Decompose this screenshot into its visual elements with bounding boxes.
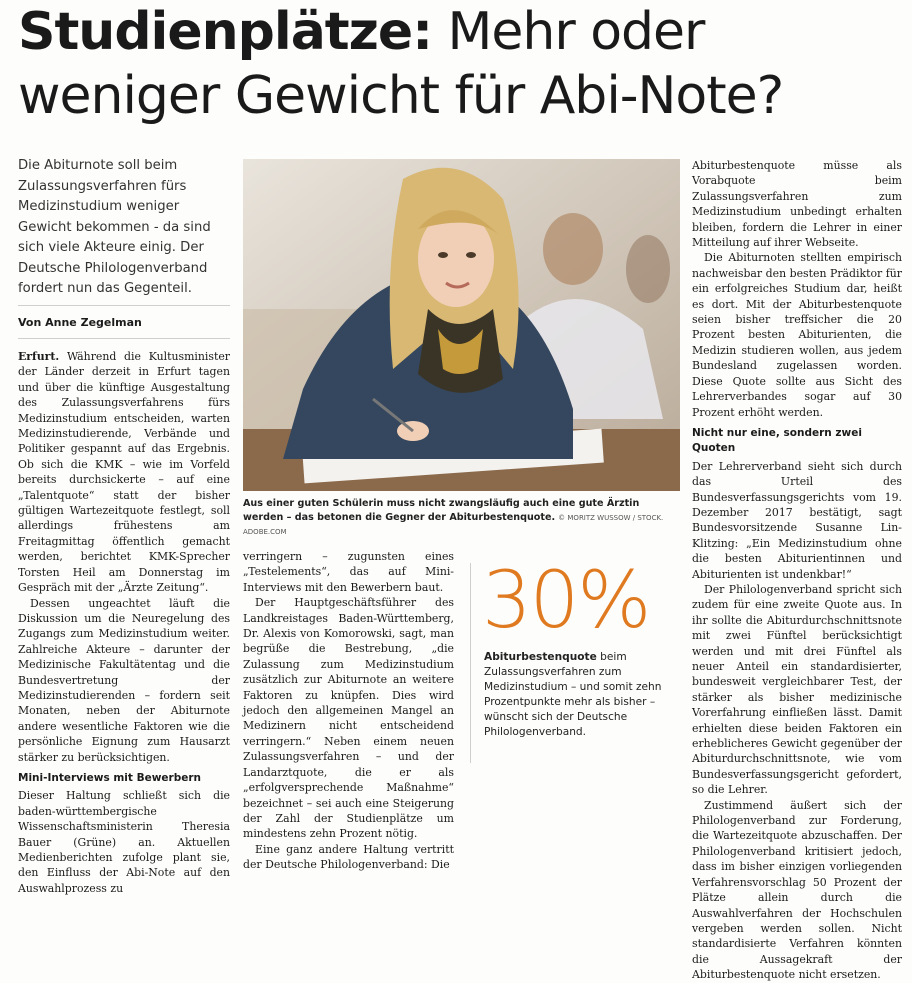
paragraph: Zustimmend äußert sich der Philologenverband zur Forderung, die Wartezeitquote abzuschaffen. Der Philologenverband kritisiert jedoch, dass im bisher einzigen vorliegenden Verfahrensvorschlag 50 Prozent der Plätze allein durch die Auswahlverfahren der Hochschulen vergeben werden sollen. Nicht standardisierte Verfahren könnten die Aussagekraft der Abiturbestenquote nicht ersetzen. bbox=[692, 798, 902, 982]
column-1 bbox=[18, 349, 230, 895]
paragraph: Dessen ungeachtet läuft die Diskussion um die Neuregelung des Zugangs zum Medizinstudium weiter. Zahlreiche Akteure – darunter der Medizinische Fakultätentag und die Bundesvertretung der Medizinstudierenden – fordern seit Monaten, neben der Abiturnote andere wesentliche Faktoren wie die persönliche Eignung zum Hausarzt stärker zu berücksichtigen. bbox=[18, 596, 230, 764]
author-divider bbox=[18, 338, 230, 339]
stat-text: beim Zulassungsverfahren zum Medizinstudium – und somit zehn Prozentpunkte mehr als bisher – wünscht sich der Deutsche Philologenverband. bbox=[484, 651, 662, 738]
paragraph: Der Hauptgeschäftsführer des Landkreistages Baden-Württemberg, Dr. Alexis von Komorowski, sagt, man begrüße die Bestrebung, „die Zulassung zum Medizinstudium zusätzlich zur Abiturnote an weitere Faktoren zu knüpfen. Dies wird jedoch den allgemeinen Mangel an Medizinern nicht entscheidend verringern.“ Neben einem neuen Zulassungsverfahren – und der Landarztquote, die er als „erfolgversprechende Maßnahme“ bezeichnet – sei auch eine Steigerung der Zahl der Studienplätze um mindestens zehn Prozent nötig. bbox=[243, 596, 454, 841]
subheading: Nicht nur eine, sondern zwei Quoten bbox=[692, 426, 862, 455]
paragraph: Eine ganz andere Haltung vertritt der Deutsche Philologenverband: Die bbox=[243, 842, 454, 872]
author: Von Anne Zegelman bbox=[18, 316, 142, 329]
paragraph: verringern – zugunsten eines „Testelements“, das auf Mini-Interviews mit den Bewerbern baut. bbox=[243, 550, 454, 594]
teaser-divider bbox=[18, 305, 230, 306]
paragraph: Dieser Haltung schließt sich die baden-württembergische Wissenschaftsministerin Theresia Bauer (Grüne) an. Aktuellen Medienberichten zufolge plant sie, den Einfluss der Abi-Note auf den Auswahlprozess zu bbox=[18, 789, 230, 895]
headline-rest: Mehr oder bbox=[431, 2, 705, 62]
student-photo-illustration bbox=[243, 159, 680, 491]
paragraph-text: Während die Kultusminister der Länder derzeit in Erfurt tagen und über die künftige Ausgestaltung des Zulassungsverfahrens fürs Medizinstudium entscheiden, warten Medizinstudierende, Verbände und Politiker gespannt auf das Ergebnis. Ob sich die KMK – wie im Vorfeld bereits durchsickerte – auf eine „Talentquote“ statt der bisher gültigen Wartezeitquote festlegt, soll allerdings frühestens am Freitagmittag öffentlich gemacht werden, berichtet KMK-Sprecher Torsten Heil am Donnerstag im Gespräch mit der „Ärzte Zeitung“. bbox=[18, 350, 230, 595]
paragraph: Die Abiturnoten stellten empirisch nachweisbar den besten Prädiktor für ein erfolgreiches Studium dar, heißt es dort. Mit der Abiturbestenquote seien bisher treffsicher die 20 Prozent besten Abiturienten, die Medizin studieren wollen, aus jedem Bundesland zugelassen worden. Diese Quote sollte aus Sicht des Lehrerverbandes sogar auf 30 Prozent erhöht werden. bbox=[692, 251, 902, 419]
paragraph: Der Lehrerverband sieht sich durch das Urteil des Bundesverfassungsgerichts vom 19. Dezember 2017 bestätigt, sagt Bundesvorsitzende Susanne Lin-Klitzing: „Ein Medizinstudium ohne die besten Abiturientinnen und Abiturienten ist undenkbar!“ bbox=[692, 459, 902, 581]
stat-value: 30% bbox=[482, 556, 650, 646]
stat-bold: Abiturbestenquote bbox=[484, 651, 597, 663]
column-4 bbox=[692, 158, 902, 982]
photo-credit: © MORITZ WUSSOW / STOCK. ADOBE.COM bbox=[243, 514, 664, 536]
stat-divider bbox=[470, 563, 471, 763]
column-2 bbox=[243, 549, 454, 872]
paragraph bbox=[18, 349, 230, 596]
headline bbox=[18, 0, 898, 128]
paragraph: Abiturbestenquote müsse als Vorabquote beim Zulassungsverfahren zum Medizinstudium unbedingt erhalten bleiben, fordern die Lehrer in einer Mitteilung auf ihrer Webseite. bbox=[692, 159, 902, 250]
teaser: Die Abiturnote soll beim Zulassungsverfahren fürs Medizinstudium weniger Gewicht bekommen - da sind sich viele Akteure einig. Der Deutsche Philologenverband fordert nun das Gegenteil. bbox=[18, 158, 211, 296]
subheading: Mini-Interviews mit Bewerbern bbox=[18, 771, 201, 784]
paragraph: Der Philologenverband spricht sich zudem für eine zweite Quote aus. In ihr sollte die Abiturdurchschnittsnote mit zwei Fünftel berücksichtigt werden und mit drei Fünftel als neuer Anteil ein standardisierter, bundesweit vergleichbarer Test, der stärker als bisher medizinische Vorerfahrung einfließen lässt. Damit erhielten diese beiden Faktoren ein erheblicheres Gewicht gegenüber der Abiturdurchschnittsnote, wie vom Bundesverfassungsgericht gefordert, so die Lehrer. bbox=[692, 582, 902, 797]
article-photo bbox=[243, 159, 680, 491]
caption-text: Aus einer guten Schülerin muss nicht zwangsläufig auch eine gute Ärztin werden – das betonen die Gegner der Abiturbestenquote. bbox=[243, 498, 640, 523]
photo-caption bbox=[243, 497, 680, 539]
stat-description bbox=[484, 650, 664, 740]
headline-bold: Studienplätze: bbox=[18, 2, 432, 62]
dateline: Erfurt. bbox=[18, 350, 60, 363]
headline-line2: weniger Gewicht für Abi-Note? bbox=[18, 66, 784, 126]
